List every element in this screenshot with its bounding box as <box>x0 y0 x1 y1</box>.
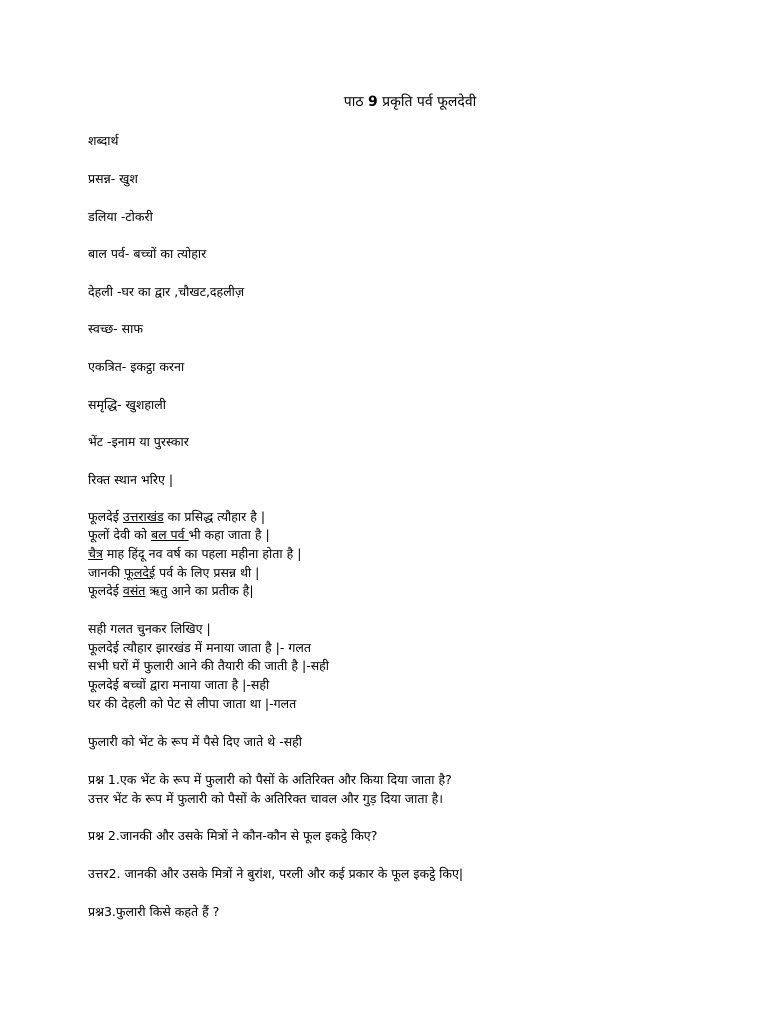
fill-blank-item <box>88 564 259 582</box>
true-false-item: सभी घरों में फुलारी आने की तैयारी की जाती है |-सही <box>88 658 330 673</box>
fill-blank-answer: उत्तराखंड <box>122 509 164 524</box>
glossary-item: एकत्रित- इकट्ठा करना <box>88 359 185 374</box>
fill-blanks-heading: रिक्त स्थान भरिए | <box>88 472 174 487</box>
question-3: प्रश्न3.फुलारी किसे कहते हैं ? <box>88 904 220 919</box>
fill-blank-answer: चैत्र <box>88 546 103 561</box>
fill-blank-answer: बल पर्व <box>150 527 189 542</box>
fill-blank-before: जानकी <box>88 565 125 580</box>
page-title <box>0 92 768 112</box>
title-suffix: प्रकृति पर्व फूलदेवी <box>377 94 477 110</box>
question-2: प्रश्न 2.जानकी और उसके मित्रों ने कौन-कौन से फूल इकट्ठे किए? <box>88 828 378 843</box>
glossary-item: प्रसन्न- खुश <box>88 171 138 186</box>
glossary-heading: शब्दार्थ <box>88 133 119 148</box>
true-false-item: फूलदेई त्यौहार झारखंड में मनाया जाता है |- गलत <box>88 640 311 655</box>
answer-1: उत्तर भेंट के रूप में फुलारी को पैसों के अतिरिक्त चावल और गुड़ दिया जाता है। <box>88 791 444 806</box>
fill-blank-after: भी कहा जाता है | <box>188 527 270 542</box>
fill-blank-item <box>88 526 270 544</box>
answer-2: उत्तर2. जानकी और उसके मित्रों ने बुरांश, परली और कई प्रकार के फूल इकट्ठे किए| <box>88 866 464 881</box>
fill-blank-item <box>88 582 254 600</box>
glossary-item: देहली -घर का द्वार ,चौखट,दहलीज़ <box>88 284 245 299</box>
true-false-item: घर की देहली को पेट से लीपा जाता था |-गलत <box>88 696 297 711</box>
fill-blank-after: का प्रसिद्ध त्यौहार है | <box>163 509 266 524</box>
fill-blank-item <box>88 545 301 563</box>
fill-blank-after: ऋतु आने का प्रतीक है| <box>145 583 254 598</box>
glossary-item: स्वच्छ- साफ <box>88 321 143 336</box>
true-false-extra: फुलारी को भेंट के रूप में पैसे दिए जाते थे -सही <box>88 734 303 749</box>
true-false-item: फूलदेई बच्चों द्वारा मनाया जाता है |-सही <box>88 677 270 692</box>
title-number: 9 <box>367 94 378 110</box>
fill-blank-after: माह हिंदू नव वर्ष का पहला महीना होता है | <box>102 546 302 561</box>
fill-blank-before: फूलदेई <box>88 583 123 598</box>
title-prefix: पाठ <box>343 94 368 110</box>
fill-blank-answer: वसंत <box>122 583 146 598</box>
fill-blank-after: पर्व के लिए प्रसन्न थी | <box>155 565 260 580</box>
fill-blank-before: फूलदेई <box>88 509 123 524</box>
true-false-heading: सही गलत चुनकर लिखिए | <box>88 621 211 636</box>
glossary-item: समृद्धि- खुशहाली <box>88 397 166 412</box>
fill-blank-before: फूलों देवी को <box>88 527 151 542</box>
fill-blank-answer: फूलदेई <box>124 565 156 580</box>
fill-blank-item <box>88 508 265 526</box>
question-1: प्रश्न 1.एक भेंट के रूप में फुलारी को पैसों के अतिरिक्त और किया दिया जाता है? <box>88 772 452 787</box>
glossary-item: बाल पर्व- बच्चों का त्योहार <box>88 246 207 261</box>
glossary-item: भेंट -इनाम या पुरस्कार <box>88 434 189 449</box>
glossary-item: डलिया -टोकरी <box>88 209 153 224</box>
